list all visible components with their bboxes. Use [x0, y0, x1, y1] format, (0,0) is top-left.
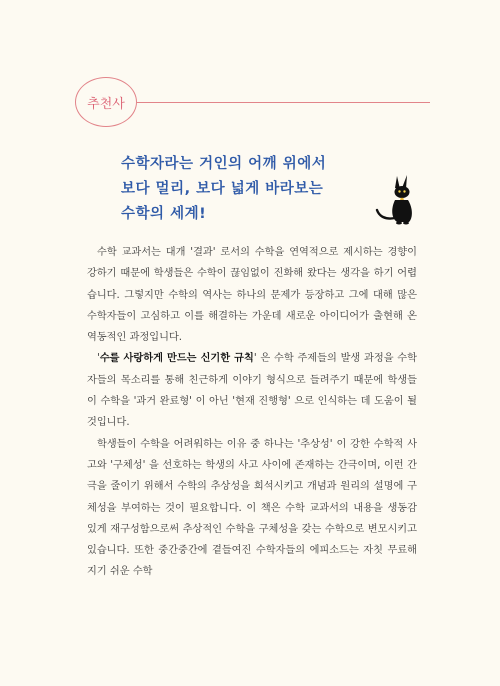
- badge-label: 추천사: [87, 96, 125, 112]
- section-heading: [121, 152, 411, 227]
- heading-line-2: 보다 멀리, 보다 넓게 바라보는: [121, 181, 324, 197]
- paragraph-1: [87, 242, 417, 348]
- recommendation-body: [87, 242, 417, 583]
- black-cat-illustration: [373, 172, 423, 232]
- paragraph-1-text: 수학 교과서는 대개 '결과' 로서의 수학을 연역적으로 제시하는 경향이 강하기 때문에 학생들은 수학이 끊임없이 진화해 왔다는 생각을 하기 어렵습니다. 그렇지만 수학의 역사는 하나의 문제가 등장하고 그에 대해 많은 수학자들이 고심하고 이를 해결하는 가운데 새로운 아이디어가 출현해 온 역동적인 과정입니다.: [87, 247, 417, 344]
- recommendation-badge: [75, 77, 137, 127]
- heading-line-1: 수학자라는 거인의 어깨 위에서: [121, 156, 327, 172]
- paragraph-2-open-quote: ': [97, 353, 100, 365]
- paragraph-3-text: 학생들이 수학을 어려워하는 이유 중 하나는 '추상성' 이 강한 수학적 사고와 '구체성' 을 선호하는 학생의 사고 사이에 존재하는 간극이며, 이런 간극을 줄이기 위해서 수학의 추상성을 희석시키고 개념과 원리의 설명에 구체성을 부여하는 것이 필요합니다. 이 책은 수학 교과서의 내용을 생동감 있게 재구성함으로써 추상적인 수학을 구체성을 갖는 수학으로 변모시키고 있습니다. 또한 중간중간에 곁들여진 수학자들의 에피소드는 자칫 무료해지기 쉬운 수학: [87, 438, 417, 578]
- paragraph-2-text: ' 은 수학 주제들의 발생 과정을 수학자들의 목소리를 통해 친근하게 이야기 형식으로 들려주기 때문에 학생들이 수학을 '과거 완료형' 이 아닌 '현재 진행형' 으로 인식하는 데 도움이 될 것입니다.: [87, 353, 417, 429]
- paragraph-3: [87, 434, 417, 583]
- header-divider: [137, 102, 430, 103]
- paragraph-2: [87, 348, 417, 433]
- book-title: 수를 사랑하게 만드는 신기한 규칙: [99, 353, 254, 365]
- heading-line-3: 수학의 세계!: [121, 206, 207, 222]
